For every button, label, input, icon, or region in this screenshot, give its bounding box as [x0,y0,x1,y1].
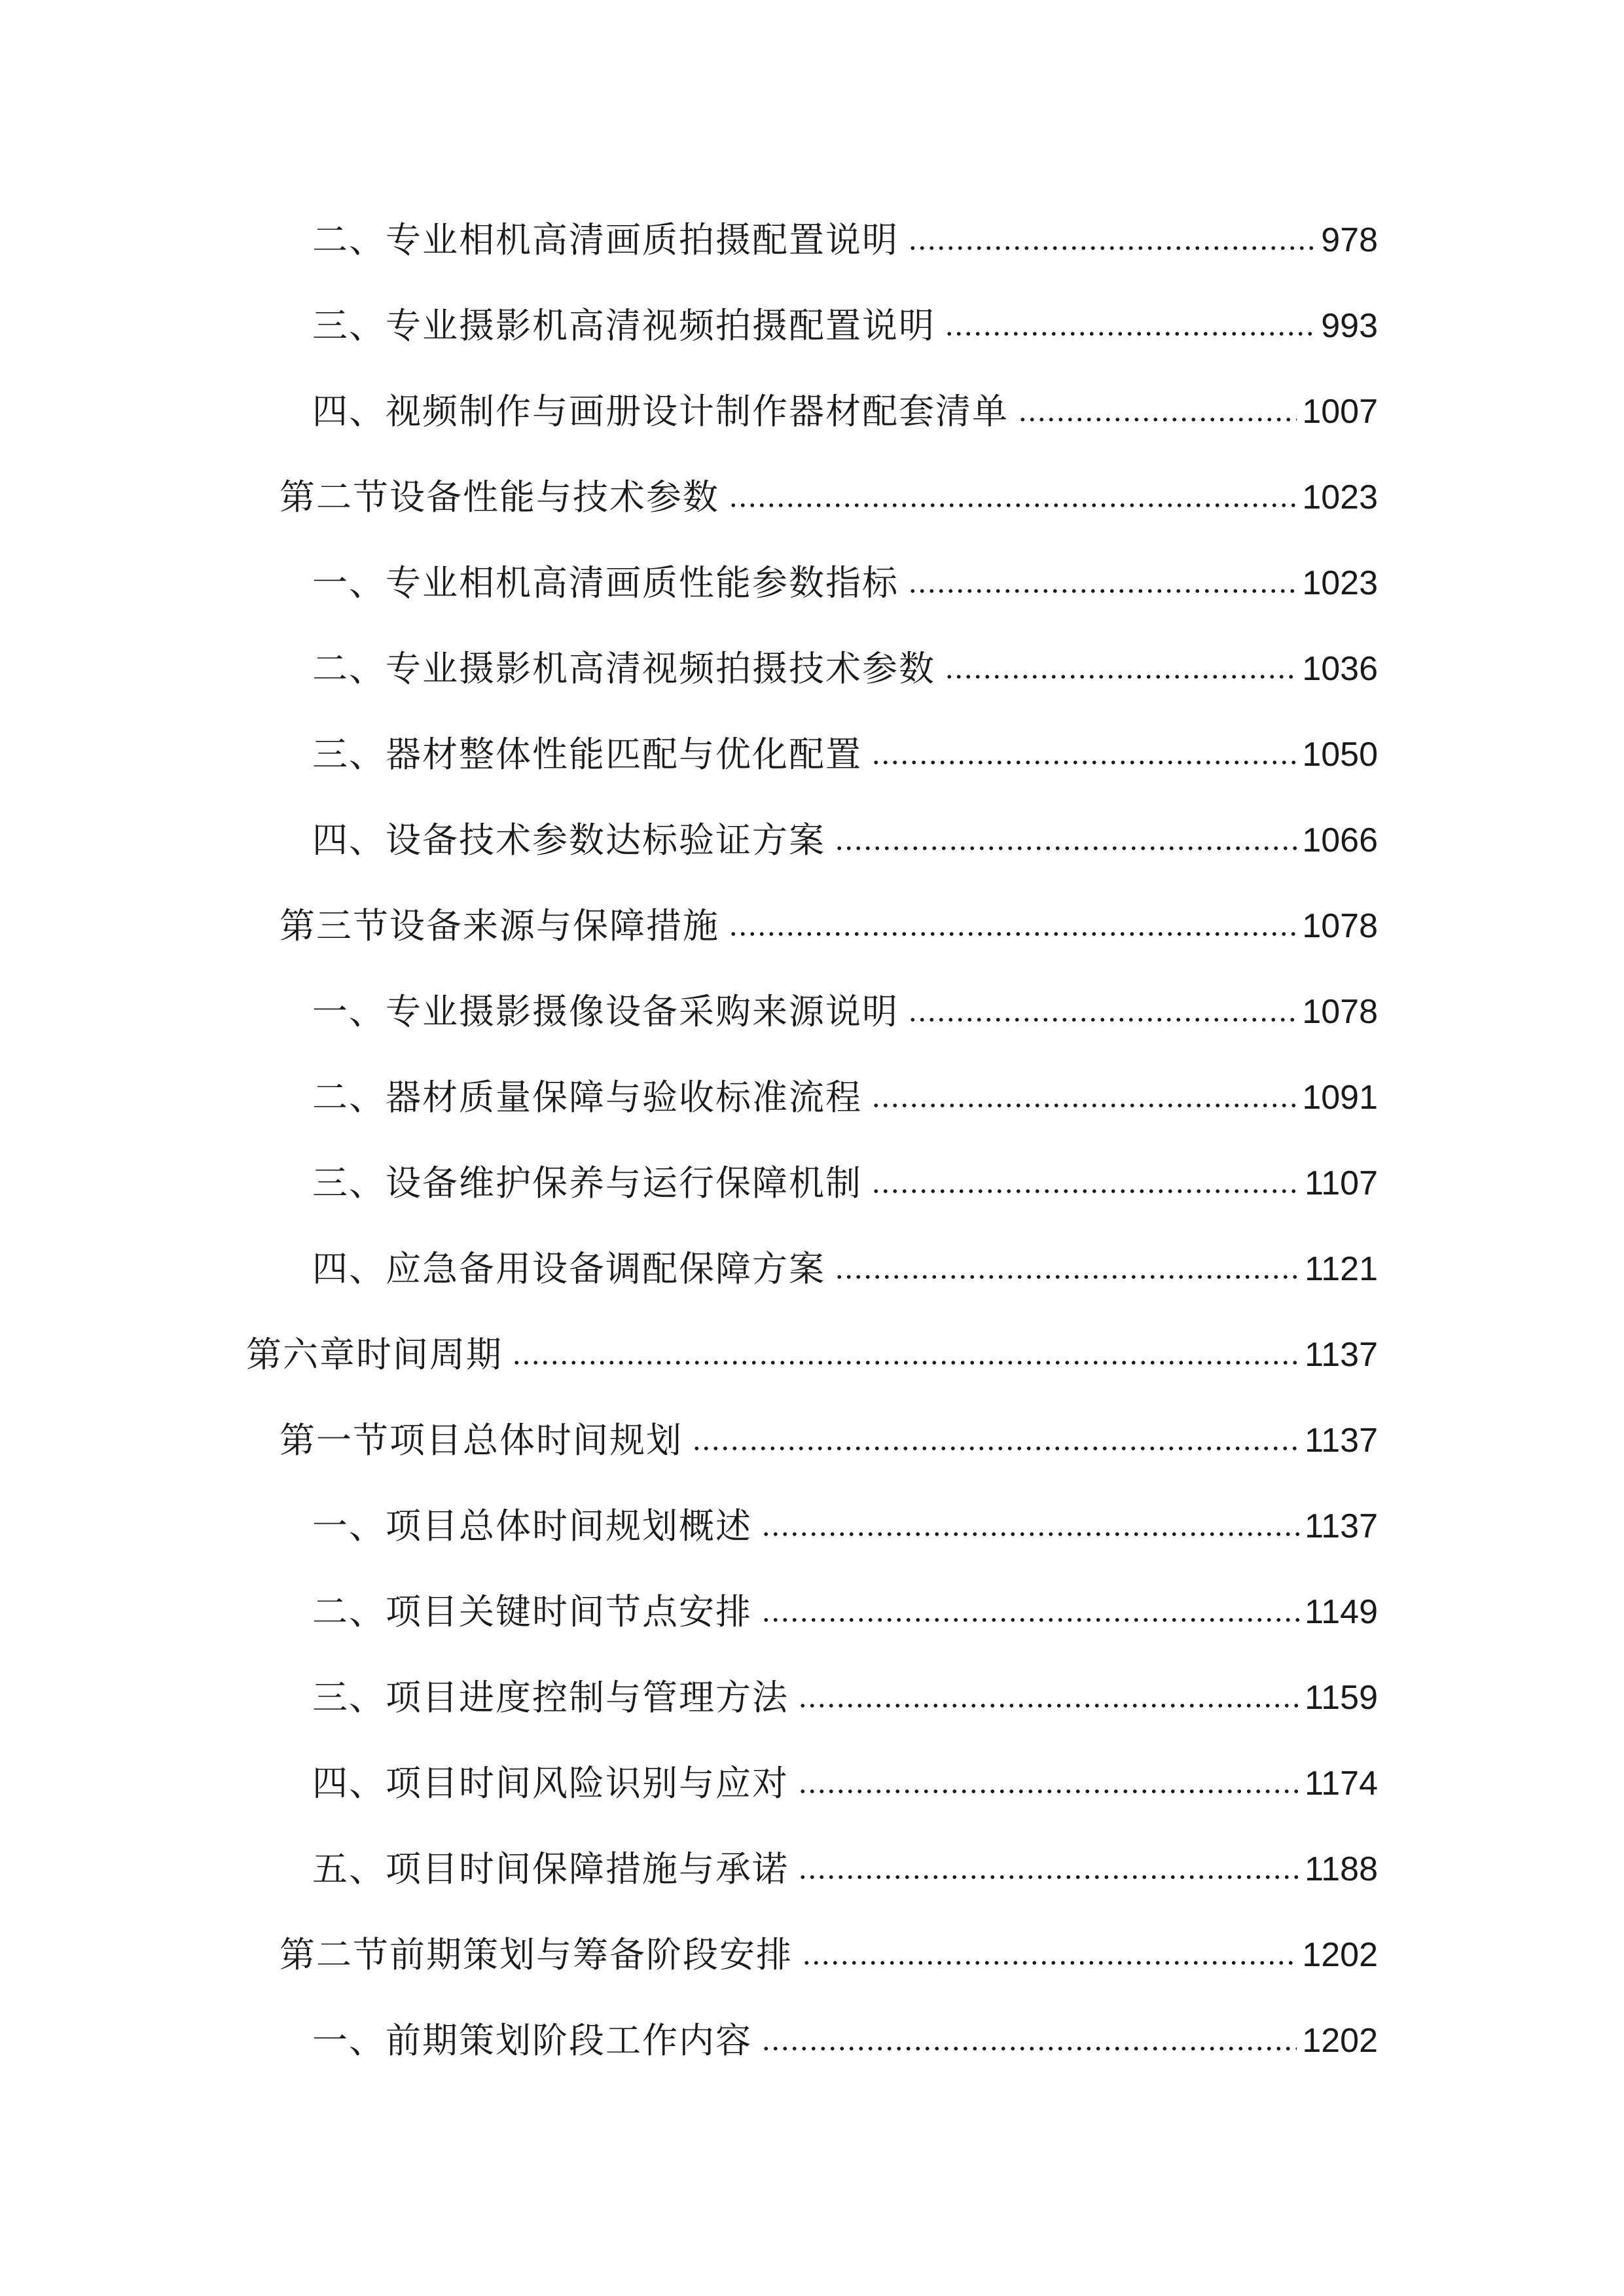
toc-section-entry[interactable] [280,1410,1378,1462]
toc-entry[interactable] [312,1238,1378,1291]
toc-dot-leader [908,586,1297,596]
toc-page-number: 1137 [1305,1422,1378,1460]
toc-entry-title: 三、项目进度控制与管理方法 [312,1677,789,1718]
toc-page-number: 1036 [1302,650,1378,688]
toc-entry[interactable] [312,1496,1378,1548]
toc-dot-leader [692,1444,1299,1453]
toc-entry-title: 一、前期策划阶段工作内容 [312,2020,752,2061]
toc-entry-title: 二、专业摄影机高清视频拍摄技术参数 [312,648,935,689]
toc-dot-leader [761,1615,1299,1624]
toc-entry[interactable] [312,810,1378,862]
toc-entry-title: 三、专业摄影机高清视频拍摄配置说明 [312,305,935,346]
toc-page-number: 1174 [1305,1765,1378,1803]
toc-entry-title: 二、器材质量保障与验收标准流程 [312,1077,862,1118]
toc-dot-leader [835,844,1297,853]
toc-entry[interactable] [312,1153,1378,1205]
toc-entry-title: 一、项目总体时间规划概述 [312,1505,752,1547]
toc-page-number: 1188 [1305,1850,1378,1888]
toc-section-entry[interactable] [280,1924,1378,1977]
toc-entry-title: 五、项目时间保障措施与承诺 [312,1848,789,1890]
toc-entry-title: 一、专业摄影摄像设备采购来源说明 [312,991,899,1032]
toc-page-number: 1023 [1302,478,1378,516]
toc-entry-title: 二、项目关键时间节点安排 [312,1591,752,1632]
toc-entry[interactable] [312,1581,1378,1634]
toc-dot-leader [512,1358,1299,1367]
toc-dot-leader [871,1187,1299,1196]
toc-dot-leader [798,1701,1299,1710]
toc-entry[interactable] [312,209,1378,262]
toc-entry-title: 二、专业相机高清画质拍摄配置说明 [312,219,899,260]
toc-entry[interactable] [312,552,1378,605]
toc-entry-title: 第三节设备来源与保障措施 [280,905,719,946]
toc-entry-title: 三、设备维护保养与运行保障机制 [312,1162,862,1204]
toc-section-entry[interactable] [280,467,1378,519]
toc-page-number: 1149 [1305,1593,1378,1631]
toc-page-number: 1202 [1302,2022,1378,2060]
toc-dot-leader [1018,415,1297,424]
toc-dot-leader [798,1873,1299,1882]
toc-page-number: 1078 [1302,993,1378,1031]
toc-page-number: 1023 [1302,564,1378,602]
toc-page-number: 1121 [1305,1250,1378,1288]
toc-page-number: 1107 [1305,1164,1378,1202]
toc-entry[interactable] [312,724,1378,776]
toc-dot-leader [761,2044,1297,2053]
toc-dot-leader [729,929,1297,939]
toc-entry-title: 四、视频制作与画册设计制作器材配套清单 [312,391,1009,432]
toc-entry[interactable] [312,1667,1378,1719]
toc-page-number: 1202 [1302,1936,1378,1974]
toc-page-number: 1137 [1305,1336,1378,1374]
toc-page-number: 1050 [1302,736,1378,774]
toc-entry-title: 四、项目时间风险识别与应对 [312,1763,789,1804]
toc-page-number: 1137 [1305,1507,1378,1545]
toc-entry-title: 三、器材整体性能匹配与优化配置 [312,734,862,775]
toc-entry[interactable] [312,1839,1378,1891]
toc-entry-title: 第二节设备性能与技术参数 [280,476,719,518]
toc-dot-leader [835,1272,1299,1282]
toc-dot-leader [945,329,1316,338]
toc-page-number: 1066 [1302,821,1378,859]
toc-dot-leader [729,501,1297,510]
toc-page-number: 993 [1321,307,1378,345]
toc-dot-leader [798,1787,1299,1796]
toc-page-number: 1091 [1302,1079,1378,1117]
toc-entry[interactable] [312,638,1378,691]
toc-entry-title: 四、应急备用设备调配保障方案 [312,1248,825,1289]
toc-page-number: 1007 [1302,393,1378,431]
toc-page-number: 978 [1321,221,1378,259]
toc-entry-title: 第六章时间周期 [246,1334,503,1375]
toc-entry-title: 四、设备技术参数达标验证方案 [312,819,825,861]
toc-entry-title: 第二节前期策划与筹备阶段安排 [280,1934,793,1975]
toc-chapter-entry[interactable] [246,1324,1378,1376]
toc-section-entry[interactable] [280,895,1378,948]
toc-dot-leader [908,1015,1297,1024]
toc-entry-title: 一、专业相机高清画质性能参数指标 [312,562,899,603]
toc-entry[interactable] [312,1067,1378,1119]
toc-dot-leader [802,1958,1297,1967]
toc-dot-leader [761,1530,1299,1539]
toc-dot-leader [908,243,1316,253]
toc-entry[interactable] [312,295,1378,348]
toc-entry[interactable] [312,981,1378,1033]
toc-page-number: 1159 [1305,1679,1378,1717]
toc-entry-title: 第一节项目总体时间规划 [280,1420,683,1461]
toc-entry[interactable] [312,1753,1378,1805]
toc-page-number: 1078 [1302,907,1378,945]
toc-entry[interactable] [312,381,1378,433]
toc-dot-leader [871,758,1297,767]
toc-entry[interactable] [312,2010,1378,2062]
toc-dot-leader [871,1101,1297,1110]
toc-dot-leader [945,672,1297,681]
